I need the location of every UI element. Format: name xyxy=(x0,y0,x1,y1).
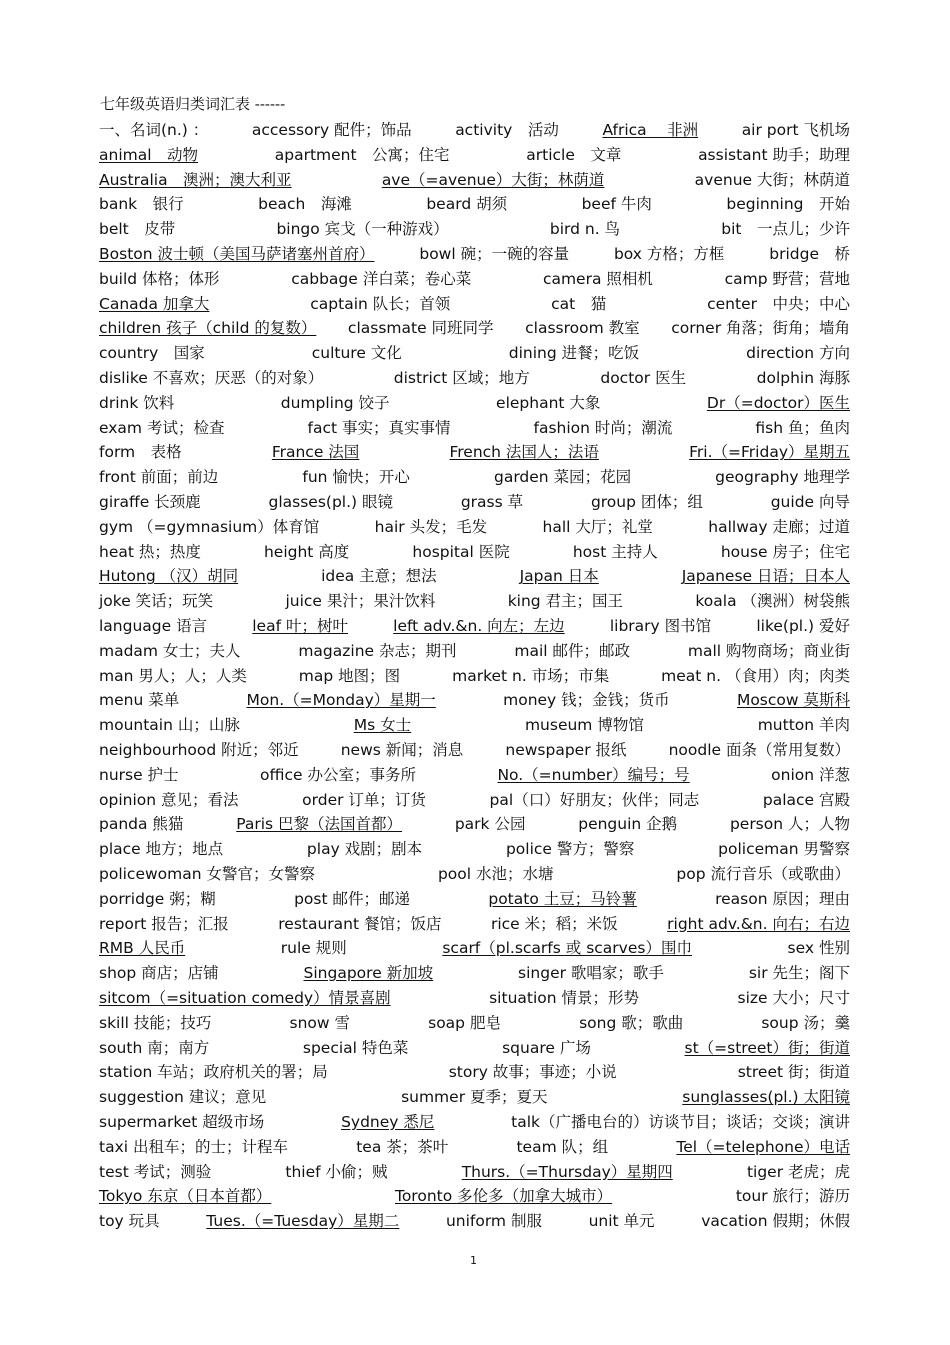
vocab-entry: right adv.&n. 向右；右边 xyxy=(667,914,850,933)
vocab-row xyxy=(0,591,950,615)
vocab-entry: newspaper 报纸 xyxy=(505,741,627,759)
vocab-row xyxy=(0,170,950,194)
vocab-entry: height 高度 xyxy=(263,542,350,561)
vocab-entry: tea 茶；茶叶 xyxy=(356,1137,449,1156)
vocab-entry: avenue 大街；林荫道 xyxy=(694,170,850,189)
vocab-entry: sir 先生；阁下 xyxy=(748,964,850,983)
vocab-row xyxy=(0,690,950,714)
vocab-row xyxy=(0,1211,950,1235)
vocab-entry: district 区域；地方 xyxy=(393,369,530,387)
vocab-row xyxy=(0,988,950,1012)
vocab-entry: scarf（pl.scarfs 或 scarves）围巾 xyxy=(442,939,692,958)
vocab-entry: soap 肥皂 xyxy=(428,1013,501,1032)
vocab-entry: fun 愉快；开心 xyxy=(302,468,410,487)
vocab-row xyxy=(0,145,950,169)
page-title: 七年级英语归类词汇表 ------ xyxy=(100,95,286,113)
vocab-row xyxy=(0,244,950,268)
vocab-row xyxy=(0,393,950,417)
vocab-entry: beef 牛肉 xyxy=(581,195,652,214)
vocab-entry: taxi 出租车；的士；计程车 xyxy=(99,1137,288,1156)
vocab-entry: corner 角落；街角；墙角 xyxy=(671,319,850,338)
vocab-row xyxy=(0,120,950,144)
vocab-entry: hallway 走廊；过道 xyxy=(708,517,850,536)
vocab-entry: policewoman 女警官；女警察 xyxy=(99,865,316,883)
vocab-entry: Mon.（=Monday）星期一 xyxy=(246,691,436,710)
vocab-entry: policeman 男警察 xyxy=(718,840,850,859)
vocab-entry: opinion 意见；看法 xyxy=(99,790,239,809)
vocab-entry: cabbage 洋白菜；卷心菜 xyxy=(291,269,472,288)
vocab-entry: onion 洋葱 xyxy=(771,765,850,784)
vocab-entry: shop 商店；店铺 xyxy=(99,964,219,983)
vocab-row xyxy=(0,294,950,318)
vocab-entry: potato 土豆；马铃薯 xyxy=(488,889,637,908)
vocab-entry: Canada 加拿大 xyxy=(99,294,210,313)
vocab-entry: palace 宫殿 xyxy=(762,790,850,809)
vocab-entry: France 法国 xyxy=(271,443,360,462)
vocab-entry: skill 技能；技巧 xyxy=(99,1013,212,1032)
vocab-entry: menu 菜单 xyxy=(99,691,180,710)
vocab-entry: exam 考试；检查 xyxy=(99,418,225,437)
vocab-entry: map 地图；图 xyxy=(298,666,401,685)
vocab-entry: Boston 波士顿（美国马萨诸塞州首府） xyxy=(99,245,375,263)
vocab-entry: cat 猫 xyxy=(551,294,607,313)
vocab-entry: police 警方；警察 xyxy=(505,840,635,859)
vocab-entry: play 戏剧；剧本 xyxy=(306,840,423,859)
vocab-row xyxy=(0,269,950,293)
vocab-row xyxy=(0,914,950,938)
vocab-entry: classroom 教室 xyxy=(525,319,640,338)
vocab-entry: fashion 时尚；潮流 xyxy=(533,418,673,437)
vocab-entry: porridge 粥；糊 xyxy=(99,889,216,908)
vocab-row xyxy=(0,666,950,690)
vocab-entry: beach 海滩 xyxy=(258,195,352,214)
vocab-row xyxy=(0,889,950,913)
vocab-entry: geography 地理学 xyxy=(715,468,850,487)
vocab-entry: singer 歌唱家；歌手 xyxy=(518,964,664,983)
vocab-entry: hair 头发；毛发 xyxy=(374,517,488,536)
vocab-entry: captain 队长；首领 xyxy=(310,294,451,313)
vocab-entry: person 人；人物 xyxy=(729,815,850,834)
vocab-entry: pool 水池；水塘 xyxy=(437,865,554,883)
vocab-entry: pal（口）好朋友；伙伴；同志 xyxy=(489,790,700,809)
vocab-entry: station 车站；政府机关的署；局 xyxy=(99,1063,328,1082)
vocab-entry: beginning 开始 xyxy=(726,195,850,214)
vocab-entry: RMB 人民币 xyxy=(99,939,186,958)
vocab-entry: dining 进餐；吃饭 xyxy=(508,344,640,363)
vocab-entry: idea 主意；想法 xyxy=(321,567,437,586)
vocab-entry: soup 汤；羹 xyxy=(761,1013,850,1032)
vocab-entry: activity 活动 xyxy=(455,121,559,139)
vocab-entry: house 房子；住宅 xyxy=(720,542,850,561)
vocab-entry: toy 玩具 xyxy=(99,1212,160,1231)
vocab-entry: Australia 澳洲；澳大利亚 xyxy=(99,170,292,189)
vocab-entry: Singapore 新加坡 xyxy=(303,964,434,983)
vocab-entry: team 队；组 xyxy=(516,1137,609,1156)
vocab-entry: uniform 制服 xyxy=(445,1212,542,1231)
vocab-entry: noodle 面条（常用复数） xyxy=(668,741,850,759)
vocab-entry: language 语言 xyxy=(99,617,208,635)
vocab-entry: meat n. （食用）肉；肉类 xyxy=(661,666,850,685)
vocab-entry: direction 方向 xyxy=(746,344,850,363)
vocab-row xyxy=(0,814,950,838)
vocab-entry: bridge 桥 xyxy=(769,245,850,263)
vocab-row xyxy=(0,1186,950,1210)
vocab-row xyxy=(0,318,950,342)
vocab-entry: bowl 碗；一碗的容量 xyxy=(419,245,570,263)
vocab-row xyxy=(0,740,950,764)
vocab-entry: Japanese 日语；日本人 xyxy=(681,567,850,586)
vocab-entry: Africa 非洲 xyxy=(602,121,699,139)
vocab-entry: accessory 配件；饰品 xyxy=(251,121,412,139)
vocab-row xyxy=(0,368,950,392)
vocab-row xyxy=(0,343,950,367)
vocab-entry: square 广场 xyxy=(502,1038,591,1057)
vocab-entry: drink 饮料 xyxy=(99,393,175,412)
vocab-entry: office 办公室；事务所 xyxy=(260,765,416,784)
vocab-row xyxy=(0,566,950,590)
vocab-entry: air port 飞机场 xyxy=(741,121,850,139)
vocab-entry: fish 鱼；鱼肉 xyxy=(755,418,850,437)
vocab-entry: classmate 同班同学 xyxy=(347,319,494,338)
vocab-entry: Tokyo 东京（日本首都） xyxy=(99,1187,272,1206)
vocab-row xyxy=(0,517,950,541)
vocab-entry: left adv.&n. 向左；左边 xyxy=(393,617,565,635)
vocab-entry: library 图书馆 xyxy=(609,617,712,635)
vocab-entry: doctor 医生 xyxy=(600,369,687,387)
vocab-entry: st（=street）街；街道 xyxy=(684,1038,850,1057)
vocab-entry: rule 规则 xyxy=(280,939,347,958)
vocab-row xyxy=(0,542,950,566)
vocab-entry: Dr（=doctor）医生 xyxy=(706,393,850,412)
vocab-entry: special 特色菜 xyxy=(302,1038,409,1057)
vocab-row xyxy=(0,1137,950,1161)
vocab-entry: size 大小；尺寸 xyxy=(737,989,850,1007)
vocab-entry: order 订单；订货 xyxy=(302,790,426,809)
vocab-entry: culture 文化 xyxy=(311,344,402,363)
vocab-entry: grass 草 xyxy=(460,493,524,511)
vocab-entry: tour 旅行；游历 xyxy=(735,1187,850,1206)
vocab-entry: Moscow 莫斯科 xyxy=(736,691,850,710)
vocab-entry: song 歌；歌曲 xyxy=(579,1013,684,1032)
vocab-entry: vacation 假期；休假 xyxy=(701,1212,850,1231)
vocab-row xyxy=(0,790,950,814)
vocab-entry: mall 购物商场；商业街 xyxy=(687,641,850,660)
vocab-entry: bingo 宾戈（一种游戏） xyxy=(276,220,449,239)
vocab-entry: news 新闻；消息 xyxy=(340,741,464,759)
vocab-entry: Paris 巴黎（法国首都） xyxy=(236,815,403,834)
vocab-entry: koala （澳洲）树袋熊 xyxy=(695,592,850,611)
vocab-row xyxy=(0,963,950,987)
vocab-entry: park 公园 xyxy=(454,815,526,834)
vocab-entry: belt 皮带 xyxy=(99,220,176,239)
vocab-entry: Tues.（=Tuesday）星期二 xyxy=(206,1212,400,1231)
vocab-entry: market n. 市场；市集 xyxy=(452,666,610,685)
vocab-entry: penguin 企鹅 xyxy=(578,815,678,834)
vocab-entry: panda 熊猫 xyxy=(99,815,184,834)
vocab-entry: supermarket 超级市场 xyxy=(99,1113,265,1131)
vocab-entry: street 街；街道 xyxy=(737,1063,850,1082)
vocab-entry: heat 热；热度 xyxy=(99,542,201,561)
vocab-entry: apartment 公寓；住宅 xyxy=(274,145,450,164)
vocab-entry: rice 米；稻；米饭 xyxy=(490,914,618,933)
vocab-entry: Hutong （汉）胡同 xyxy=(99,567,239,586)
vocab-row xyxy=(0,442,950,466)
vocab-entry: dumpling 饺子 xyxy=(280,393,390,412)
vocab-entry: ave（=avenue）大街；林荫道 xyxy=(381,170,605,189)
vocab-entry: talk（广播电台的）访谈节目；谈话；交谈；演讲 xyxy=(511,1113,850,1131)
vocab-entry: Toronto 多伦多（加拿大城市） xyxy=(394,1187,613,1206)
vocab-entry: camp 野营；营地 xyxy=(724,269,850,288)
vocab-entry: pop 流行音乐（或歌曲） xyxy=(676,865,850,883)
vocab-entry: thief 小偷；贼 xyxy=(285,1162,388,1181)
vocab-entry: French 法国人；法语 xyxy=(449,443,599,462)
vocab-row xyxy=(0,194,950,218)
vocab-entry: Sydney 悉尼 xyxy=(341,1113,435,1131)
vocab-entry: story 故事；事迹；小说 xyxy=(448,1063,617,1082)
vocab-row xyxy=(0,715,950,739)
vocab-entry: sex 性别 xyxy=(787,939,850,958)
vocab-entry: neighbourhood 附近；邻近 xyxy=(99,741,299,759)
vocab-row xyxy=(0,418,950,442)
vocab-entry: king 君主；国王 xyxy=(507,592,624,611)
vocab-entry: report 报告；汇报 xyxy=(99,914,229,933)
vocab-entry: article 文章 xyxy=(526,145,622,164)
vocab-entry: tiger 老虎；虎 xyxy=(746,1162,850,1181)
vocab-entry: sitcom（=situation comedy）情景喜剧 xyxy=(99,989,391,1007)
vocab-row xyxy=(0,467,950,491)
vocab-entry: bit 一点儿；少许 xyxy=(721,220,850,239)
vocab-entry: guide 向导 xyxy=(770,493,850,511)
vocab-entry: mutton 羊肉 xyxy=(757,716,850,735)
vocab-entry: like(pl.) 爱好 xyxy=(756,617,850,635)
vocab-entry: elephant 大象 xyxy=(496,393,601,412)
vocab-row xyxy=(0,765,950,789)
vocab-entry: museum 博物馆 xyxy=(524,716,644,735)
vocab-entry: No.（=number）编号；号 xyxy=(497,765,690,784)
vocab-row xyxy=(0,1038,950,1062)
vocab-entry: mountain 山；山脉 xyxy=(99,716,240,735)
vocab-entry: fact 事实；真实事情 xyxy=(307,418,451,437)
vocab-entry: south 南；南方 xyxy=(99,1038,210,1057)
page-number: 1 xyxy=(470,1254,477,1267)
vocab-entry: form 表格 xyxy=(99,443,182,462)
vocab-entry: front 前面；前边 xyxy=(99,468,219,487)
vocab-entry: summer 夏季；夏天 xyxy=(401,1088,548,1107)
vocab-row xyxy=(0,938,950,962)
vocab-entry: money 钱；金钱；货币 xyxy=(503,691,670,710)
vocab-entry: unit 单元 xyxy=(588,1212,655,1231)
vocab-entry: Fri.（=Friday）星期五 xyxy=(689,443,850,462)
vocab-row xyxy=(0,1062,950,1086)
vocab-entry: glasses(pl.) 眼镜 xyxy=(268,493,393,511)
vocab-entry: host 主持人 xyxy=(572,542,658,561)
vocab-entry: juice 果汁；果汁饮料 xyxy=(285,592,436,611)
vocab-entry: man 男人；人；人类 xyxy=(99,666,247,685)
vocab-entry: assistant 助手；助理 xyxy=(698,145,850,164)
vocab-entry: animal 动物 xyxy=(99,145,199,164)
vocab-entry: leaf 叶；树叶 xyxy=(252,617,348,635)
vocab-entry: joke 笑话；玩笑 xyxy=(99,592,214,611)
vocab-entry: bird n. 鸟 xyxy=(549,220,621,239)
vocab-entry: garden 菜园；花园 xyxy=(494,468,632,487)
vocab-entry: dolphin 海豚 xyxy=(756,369,850,387)
vocab-row xyxy=(0,1112,950,1136)
vocab-entry: test 考试；测验 xyxy=(99,1162,212,1181)
vocab-entry: beard 胡须 xyxy=(426,195,508,214)
vocab-entry: group 团体；组 xyxy=(590,493,703,511)
vocab-row xyxy=(0,864,950,888)
vocab-entry: sunglasses(pl.) 太阳镜 xyxy=(682,1088,850,1107)
vocab-row xyxy=(0,1013,950,1037)
vocab-entry: country 国家 xyxy=(99,344,205,363)
vocab-entry: place 地方；地点 xyxy=(99,840,224,859)
vocab-entry: magazine 杂志；期刊 xyxy=(298,641,457,660)
vocab-entry: Ms 女士 xyxy=(353,716,412,735)
vocab-entry: giraffe 长颈鹿 xyxy=(99,493,201,511)
vocab-entry: build 体格；体形 xyxy=(99,269,220,288)
vocab-row xyxy=(0,219,950,243)
vocab-row xyxy=(0,1087,950,1111)
vocab-row xyxy=(0,1162,950,1186)
vocab-entry: Japan 日本 xyxy=(519,567,599,586)
vocab-entry: box 方格；方框 xyxy=(613,245,725,263)
vocab-row xyxy=(0,839,950,863)
vocab-entry: 一、名词(n.) ： xyxy=(99,121,209,139)
vocab-entry: snow 雪 xyxy=(289,1013,351,1032)
vocab-entry: Thurs.（=Thursday）星期四 xyxy=(461,1162,673,1181)
vocab-entry: children 孩子（child 的复数） xyxy=(99,319,317,338)
vocab-entry: hospital 医院 xyxy=(412,542,510,561)
vocab-entry: Tel（=telephone）电话 xyxy=(676,1137,850,1156)
vocab-entry: hall 大厅；礼堂 xyxy=(542,517,653,536)
vocab-entry: nurse 护士 xyxy=(99,765,179,784)
vocab-entry: madam 女士；夫人 xyxy=(99,641,241,660)
vocab-row xyxy=(0,641,950,665)
vocab-row xyxy=(0,492,950,516)
vocab-entry: gym （=gymnasium）体育馆 xyxy=(99,517,320,536)
vocab-entry: suggestion 建议；意见 xyxy=(99,1088,267,1107)
vocab-entry: dislike 不喜欢；厌恶（的对象） xyxy=(99,369,324,387)
vocab-entry: reason 原因；理由 xyxy=(715,889,850,908)
vocab-entry: restaurant 餐馆；饭店 xyxy=(278,914,442,933)
vocab-entry: center 中央；中心 xyxy=(707,294,850,313)
vocab-entry: post 邮件；邮递 xyxy=(294,889,410,908)
vocab-entry: camera 照相机 xyxy=(542,269,653,288)
vocab-entry: bank 银行 xyxy=(99,195,184,214)
vocab-entry: mail 邮件；邮政 xyxy=(514,641,630,660)
vocab-entry: situation 情景；形势 xyxy=(489,989,640,1007)
vocab-row xyxy=(0,616,950,640)
